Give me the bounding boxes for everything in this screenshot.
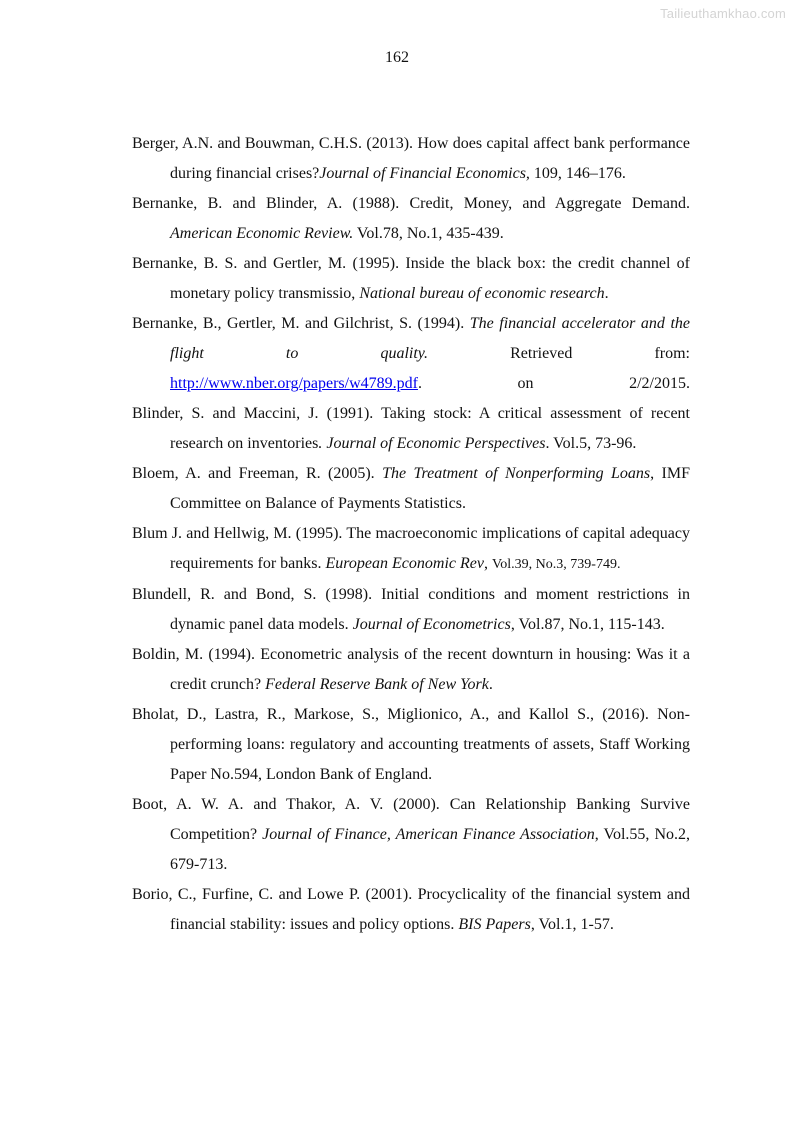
reference-details: . on 2/2/2015. [417, 375, 690, 392]
journal-title: Journal of Financial Economics, [319, 165, 530, 182]
reference-item [132, 790, 690, 880]
reference-item [132, 640, 690, 700]
reference-text: Berger, A.N. and Bouwman, C.H.S. (2013). How does capital affect bank performance during financial crises? [132, 135, 690, 182]
reference-details: . [604, 285, 609, 302]
reference-link[interactable]: http://www.nber.org/papers/w4789.pdf [170, 375, 418, 392]
reference-item [132, 880, 690, 940]
reference-details: Retrieved from: [428, 345, 690, 362]
reference-text: Blinder, S. and Maccini, J. (1991). Taking stock: A critical assessment of recent research on inventories [132, 405, 690, 452]
reference-details: . Vol.5, 73-96. [545, 435, 637, 452]
reference-item [132, 459, 690, 519]
reference-details: , Vol.55, No.2, 679-713. [170, 826, 691, 873]
reference-text: Borio, C., Furfine, C. and Lowe P. (2001). Procyclicality of the financial system and financial stability: issues and policy options. [132, 886, 690, 933]
journal-title: . Journal of Economic Perspectives [318, 435, 546, 452]
reference-text: Blundell, R. and Bond, S. (1998). Initial conditions and moment restrictions in dynamic panel data models. [132, 586, 690, 633]
reference-text: Boldin, M. (1994). Econometric analysis of the recent downturn in housing: Was it a credit crunch? [132, 646, 690, 693]
journal-title: Federal Reserve Bank of New York [265, 676, 489, 693]
reference-item [132, 399, 690, 459]
reference-details: , IMF Committee on Balance of Payments Statistics. [170, 465, 690, 512]
journal-title: American Economic Review. [170, 225, 354, 242]
reference-text: Bernanke, B., Gertler, M. and Gilchrist, S. (1994). [132, 315, 470, 332]
reference-details: Vol.78, No.1, 435-439. [353, 225, 504, 242]
reference-text: Bholat, D., Lastra, R., Markose, S., Miglionico, A., and Kallol S., (2016). Non-performing loans: regulatory and accounting treatments of assets, Staff Working Paper No.594, London Bank of England. [132, 706, 690, 783]
reference-item [132, 189, 690, 249]
reference-text: Bloem, A. and Freeman, R. (2005). [132, 465, 383, 482]
journal-title: The financial accelerator and the flight to quality. [170, 315, 690, 362]
reference-item [132, 129, 690, 189]
reference-details: , Vol.1, 1-57. [530, 916, 614, 933]
reference-item [132, 519, 690, 580]
reference-list [132, 129, 690, 940]
journal-title: Journal of Econometrics [352, 616, 511, 633]
journal-title: National bureau of economic research [359, 285, 605, 302]
reference-text: Bernanke, B. and Blinder, A. (1988). Credit, Money, and Aggregate Demand. [132, 195, 690, 212]
reference-details: , Vol.87, No.1, 115-143. [510, 616, 665, 633]
reference-item [132, 309, 690, 399]
reference-text: Boot, A. W. A. and Thakor, A. V. (2000). Can Relationship Banking Survive Competition? [132, 796, 690, 843]
journal-title: BIS Papers [458, 916, 531, 933]
reference-text: Blum J. and Hellwig, M. (1995). The macroeconomic implications of capital adequacy requirements for banks. [132, 525, 690, 572]
journal-title: The Treatment of Nonperforming Loans [382, 465, 651, 482]
reference-item [132, 249, 690, 309]
reference-details: , [483, 555, 492, 572]
reference-item [132, 700, 690, 790]
reference-details: 109, 146–176. [529, 165, 626, 182]
page-number: 162 [385, 49, 409, 66]
reference-text: Bernanke, B. S. and Gertler, M. (1995). Inside the black box: the credit channel of monetary policy transmissio, [132, 255, 690, 302]
reference-item [132, 580, 690, 640]
journal-title: Journal of Finance, American Finance Association [262, 826, 595, 843]
journal-title: European Economic Rev [325, 555, 484, 572]
reference-details-small: Vol.39, No.3, 739-749. [491, 557, 621, 572]
reference-details: . [488, 676, 493, 693]
watermark-text: Tailieuthamkhao.com [660, 6, 786, 21]
